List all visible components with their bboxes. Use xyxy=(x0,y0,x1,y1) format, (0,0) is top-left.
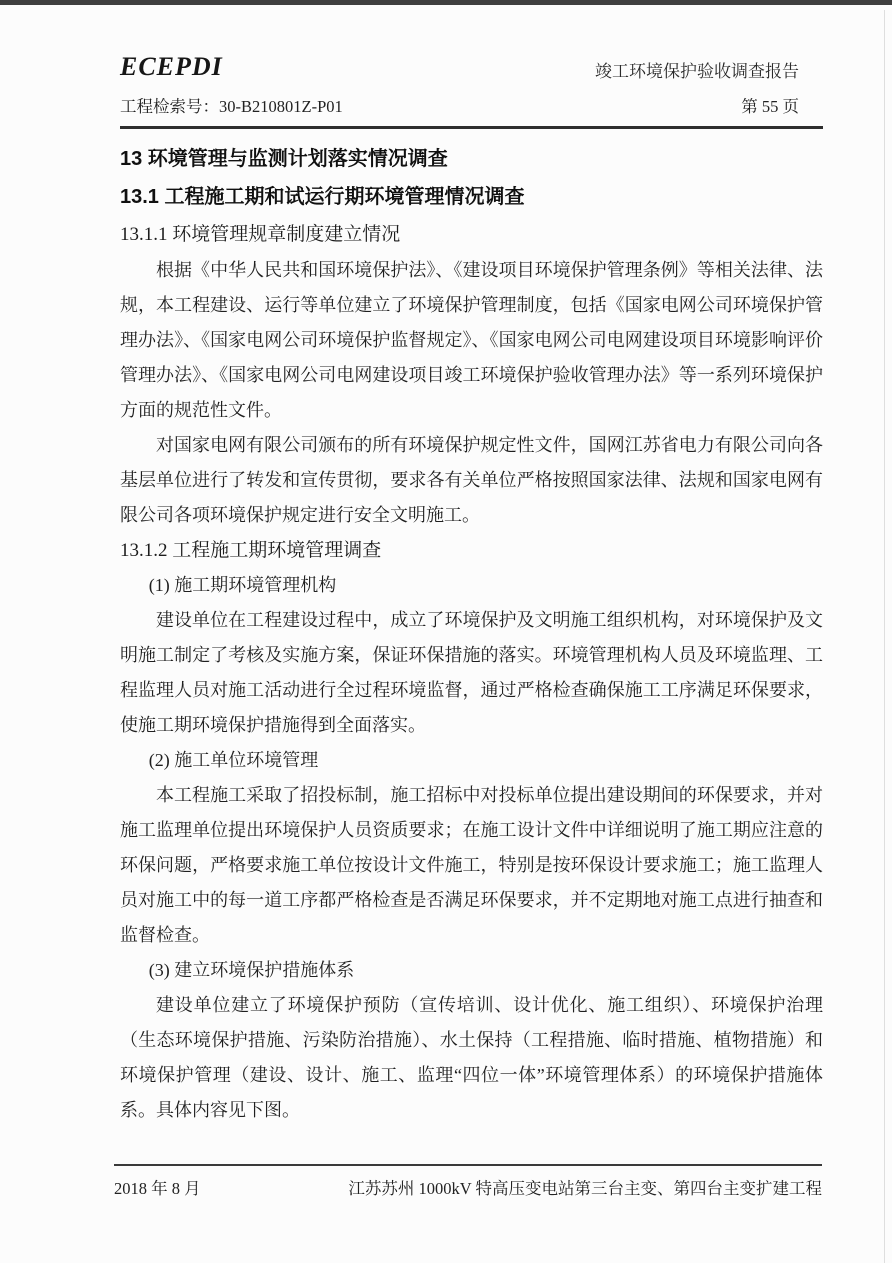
page-header xyxy=(120,52,823,129)
project-index-number: 工程检索号：30-B210801Z-P01 xyxy=(120,97,343,116)
item1-body: 建设单位在工程建设过程中，成立了环境保护及文明施工组织机构，对环境保护及文明施工制定了考核及实施方案，保证环保措施的落实。环境管理机构人员及环境监理、工程监理人员对施工活动进行全过程环境监督，通过严格检查确保施工工序满足环保要求，使施工期环境保护措施得到全面落实。 xyxy=(120,610,823,735)
page-footer xyxy=(114,1164,822,1199)
paragraph-regulations: 根据《中华人民共和国环境保护法》、《建设项目环境保护管理条例》等相关法律、法规，本工程建设、运行等单位建立了环境保护管理制度，包括《国家电网公司环境保护管理办法》、《国家电网公司环境保护监督规定》、《国家电网公司电网建设项目环境影响评价管理办法》、《国家电网公司电网建设项目竣工环境保护验收管理办法》等一系列环境保护方面的规范性文件。 xyxy=(120,260,823,420)
item2-title: (2) 施工单位环境管理 xyxy=(148,750,319,770)
subsection-heading-regulations: 13.1.1 环境管理规章制度建立情况 xyxy=(120,224,401,245)
item3-title: (3) 建立环境保护措施体系 xyxy=(148,960,355,980)
header-meta-row xyxy=(120,93,823,117)
subsection-heading-construction: 13.1.2 工程施工期环境管理调查 xyxy=(120,540,382,561)
company-logo: ECEPDI xyxy=(120,52,223,81)
report-type-label: 竣工环境保护验收调查报告 xyxy=(595,62,799,81)
section-heading: 13.1 工程施工期和试运行期环境管理情况调查 xyxy=(120,186,525,208)
report-date: 2018 年 8 月 xyxy=(114,1179,201,1198)
header-title-row xyxy=(120,52,823,82)
project-name: 江苏苏州 1000kV 特高压变电站第三台主变、第四台主变扩建工程 xyxy=(348,1179,822,1198)
document-body xyxy=(120,144,823,1128)
paragraph-transmit: 对国家电网有限公司颁布的所有环境保护规定性文件，国网江苏省电力有限公司向各基层单位进行了转发和宣传贯彻，要求各有关单位严格按照国家法律、法规和国家电网有限公司各项环境保护规定进行安全文明施工。 xyxy=(120,435,823,525)
page-content xyxy=(120,0,823,1128)
item2-body: 本工程施工采取了招投标制，施工招标中对投标单位提出建设期间的环保要求，并对施工监理单位提出环境保护人员资质要求；在施工设计文件中详细说明了施工期应注意的环保问题，严格要求施工单位按设计文件施工，特别是按环保设计要求施工；施工监理人员对施工中的每一道工序都严格检查是否满足环保要求，并不定期地对施工点进行抽查和监督检查。 xyxy=(120,785,823,945)
scan-edge-right xyxy=(884,10,885,1263)
header-rule xyxy=(120,126,823,129)
page-number: 第 55 页 xyxy=(741,97,799,116)
item1-title: (1) 施工期环境管理机构 xyxy=(148,575,337,595)
chapter-heading: 13 环境管理与监测计划落实情况调查 xyxy=(120,148,448,170)
item3-body: 建设单位建立了环境保护预防（宣传培训、设计优化、施工组织）、环境保护治理（生态环境保护措施、污染防治措施）、水土保持（工程措施、临时措施、植物措施）和环境保护管理（建设、设计、施工、监理“四位一体”环境管理体系）的环境保护措施体系。具体内容见下图。 xyxy=(120,995,823,1120)
